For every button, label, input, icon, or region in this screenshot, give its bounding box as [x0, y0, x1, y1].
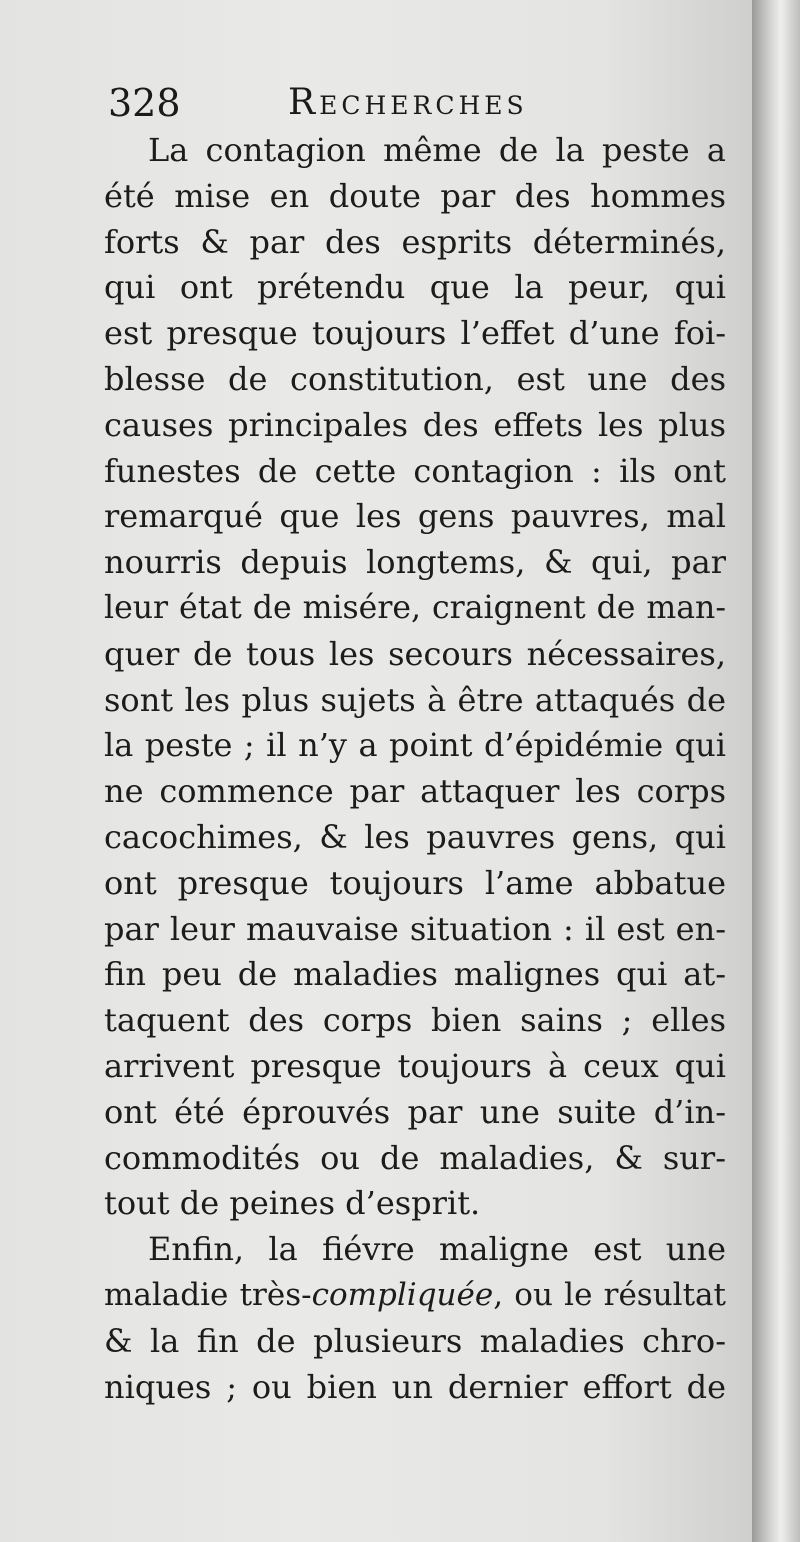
text-line — [104, 1273, 726, 1319]
text-line: ont été éprouvés par une suite d’in- — [104, 1092, 726, 1131]
running-head: Recherches — [288, 82, 528, 123]
text-line: nourris depuis longtems, & qui, par — [104, 543, 726, 582]
text-line: quer de tous les secours nécessaires, — [104, 634, 726, 673]
text-line: La contagion même de la peste a — [148, 131, 726, 169]
text-line: remarqué que les gens pauvres, mal — [104, 497, 726, 536]
text-line: blesse de constitution, est une des — [104, 359, 726, 398]
text-line: qui ont prétendu que la peur, qui — [104, 268, 726, 307]
text-fragment: maladie très- — [104, 1276, 312, 1313]
text-line: funestes de cette contagion : ils ont — [104, 451, 726, 490]
text-line: forts & par des esprits déterminés, — [104, 222, 726, 261]
text-line: sont les plus sujets à être attaqués de — [104, 680, 726, 719]
text-line: arrivent presque toujours à ceux qui — [104, 1046, 726, 1085]
text-line: Enfin, la fiévre maligne est une — [148, 1230, 726, 1269]
text-line: fin peu de maladies malignes qui at- — [104, 955, 726, 994]
text-fragment: , ou le résultat — [493, 1276, 726, 1313]
italic-word: compliquée — [311, 1276, 494, 1313]
text-line: ne commence par attaquer les corps — [104, 772, 726, 811]
body-text — [104, 128, 726, 1410]
text-line: leur état de misére, craignent de man- — [104, 589, 726, 626]
text-line: été mise en doute par des hommes — [104, 176, 726, 215]
text-line: niques ; ou bien un dernier effort de — [104, 1367, 726, 1406]
text-line: taquent des corps bien sains ; elles — [104, 1001, 726, 1040]
text-line: la peste ; il n’y a point d’épidémie qui — [104, 726, 726, 765]
text-line: commodités ou de maladies, & sur- — [104, 1138, 726, 1177]
page-header — [108, 78, 708, 128]
text-line: est presque toujours l’effet d’une foi- — [104, 314, 726, 353]
text-line: & la fin de plusieurs maladies chro- — [104, 1321, 726, 1360]
text-line: par leur mauvaise situation : il est en- — [104, 909, 726, 948]
text-line: tout de peines d’esprit. — [104, 1184, 481, 1223]
text-line: causes principales des effets les plus — [104, 405, 726, 444]
page-gutter — [752, 0, 800, 1542]
text-line: cacochimes, & les pauvres gens, qui — [104, 817, 726, 856]
text-line: ont presque toujours l’ame abbatue — [104, 863, 726, 902]
page-number: 328 — [108, 81, 181, 125]
